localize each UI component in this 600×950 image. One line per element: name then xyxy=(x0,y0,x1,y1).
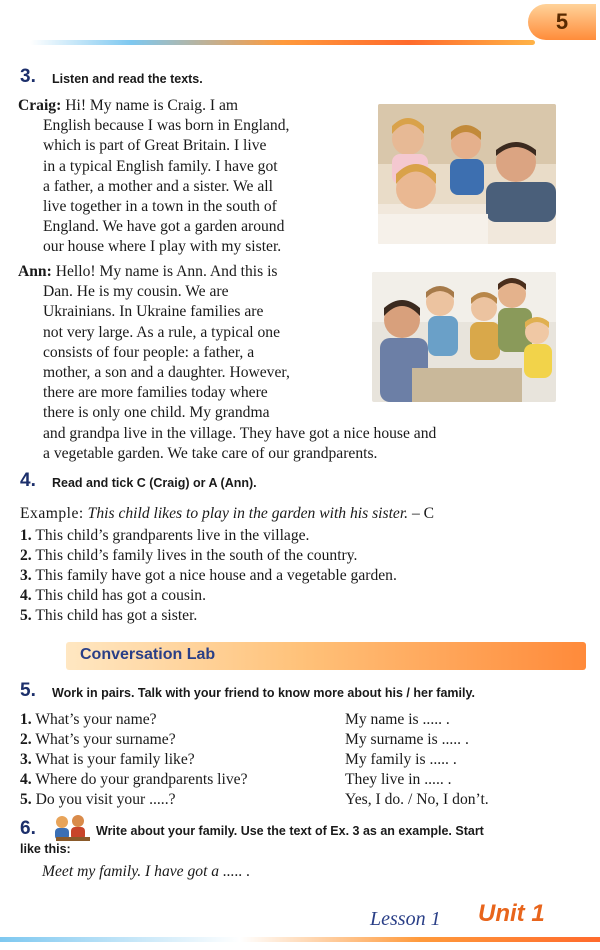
exercise-4-item xyxy=(20,546,357,566)
craig-line: live together in a town in the south of xyxy=(43,198,277,216)
exercise-4-item xyxy=(20,566,397,586)
lesson-label: Lesson 1 xyxy=(370,908,441,930)
exercise-4-title: Read and tick C (Craig) or A (Ann). xyxy=(52,476,257,490)
bottom-decorative-bar xyxy=(0,937,600,942)
question: Do you visit your .....? xyxy=(35,791,176,808)
dialogue-row xyxy=(20,710,157,730)
exercise-6-title-line2: like this: xyxy=(20,842,71,856)
example-answer: – C xyxy=(411,505,435,522)
exercise-4-item xyxy=(20,586,206,606)
row-number: 3. xyxy=(20,751,32,768)
example-text: This child likes to play in the garden with his sister. xyxy=(87,505,409,522)
writing-people-icon-graphic xyxy=(50,812,94,842)
craig-line: Hi! My name is Craig. I am xyxy=(65,97,239,114)
craig-text xyxy=(18,96,390,258)
exercise-5-number: 5. xyxy=(20,680,36,701)
ann-line: and grandpa live in the village. They have got a nice house and xyxy=(43,424,437,442)
question: What is your family like? xyxy=(35,751,195,768)
exercise-4-number: 4. xyxy=(20,470,36,491)
answer: My surname is ..... . xyxy=(345,731,469,748)
exercise-5-title: Work in pairs. Talk with your friend to know more about his / her family. xyxy=(52,686,475,700)
ann-line: there are more families today where xyxy=(43,384,268,402)
row-number: 5. xyxy=(20,791,32,808)
answer: Yes, I do. / No, I don’t. xyxy=(345,791,489,808)
ann-line: mother, a son and a daughter. However, xyxy=(43,364,290,382)
craig-line: a father, a mother and a sister. We all xyxy=(43,177,273,195)
ann-line: Hello! My name is Ann. And this is xyxy=(55,263,278,280)
exercise-4-item xyxy=(20,526,309,546)
family-photo-craig xyxy=(378,104,556,244)
exercise-3-title: Listen and read the texts. xyxy=(52,72,203,86)
item-number: 1. xyxy=(20,527,32,544)
item-number: 4. xyxy=(20,587,32,604)
exercise-3-number: 3. xyxy=(20,66,36,87)
dialogue-row xyxy=(20,730,176,750)
conversation-lab-header xyxy=(66,642,586,670)
answer: They live in ..... . xyxy=(345,771,452,788)
craig-line: England. We have got a garden around xyxy=(43,218,285,236)
item-number: 3. xyxy=(20,567,32,584)
craig-line: our house where I play with my sister. xyxy=(43,238,282,256)
question: What’s your surname? xyxy=(35,731,176,748)
item-text: This child has got a sister. xyxy=(35,607,198,624)
conversation-lab-title: Conversation Lab xyxy=(80,646,216,663)
page-number-badge xyxy=(528,4,596,40)
item-text: This family have got a nice house and a vegetable garden. xyxy=(35,567,397,584)
ann-line: not very large. As a rule, a typical one xyxy=(43,323,281,341)
row-number: 4. xyxy=(20,771,32,788)
item-number: 2. xyxy=(20,547,32,564)
ann-line: Dan. He is my cousin. We are xyxy=(43,283,229,301)
row-number: 1. xyxy=(20,711,32,728)
question: What’s your name? xyxy=(35,711,157,728)
item-text: This child’s grandparents live in the village. xyxy=(35,527,310,544)
family-photo-ann-illustration xyxy=(372,272,556,402)
example-label: Example: xyxy=(20,505,84,522)
item-text: This child has got a cousin. xyxy=(35,587,206,604)
family-photo-ann xyxy=(372,272,556,402)
ann-line: there is only one child. My grandma xyxy=(43,404,270,422)
exercise-6-number: 6. xyxy=(20,818,36,839)
row-number: 2. xyxy=(20,731,32,748)
dialogue-row xyxy=(20,790,176,810)
family-photo-craig-illustration xyxy=(378,104,556,244)
craig-line: which is part of Great Britain. I live xyxy=(43,137,267,155)
dialogue-row xyxy=(20,770,248,790)
answer: My family is ..... . xyxy=(345,751,457,768)
item-text: This child’s family lives in the south of the country. xyxy=(35,547,358,564)
question: Where do your grandparents live? xyxy=(35,771,248,788)
exercise-6-title-line1: Write about your family. Use the text of Ex. 3 as an example. Start xyxy=(96,824,484,838)
writing-people-icon xyxy=(50,812,94,842)
item-number: 5. xyxy=(20,607,32,624)
ann-line: consists of four people: a father, a xyxy=(43,343,255,361)
answer: My name is ..... . xyxy=(345,711,450,728)
top-decorative-bar xyxy=(30,40,535,45)
craig-line: in a typical English family. I have got xyxy=(43,157,278,175)
exercise-4-item xyxy=(20,606,197,626)
unit-logo: Unit 1 xyxy=(478,900,545,927)
dialogue-row xyxy=(20,750,195,770)
exercise-4-example xyxy=(20,504,434,524)
page-number: 5 xyxy=(555,9,569,34)
ann-line: a vegetable garden. We take care of our grandparents. xyxy=(43,444,378,462)
exercise-6-starter: Meet my family. I have got a ..... . xyxy=(42,863,251,880)
craig-line: English because I was born in England, xyxy=(43,117,290,135)
ann-speaker: Ann: xyxy=(18,263,52,280)
ann-line: Ukrainians. In Ukraine families are xyxy=(43,303,264,321)
craig-speaker: Craig: xyxy=(18,97,62,114)
